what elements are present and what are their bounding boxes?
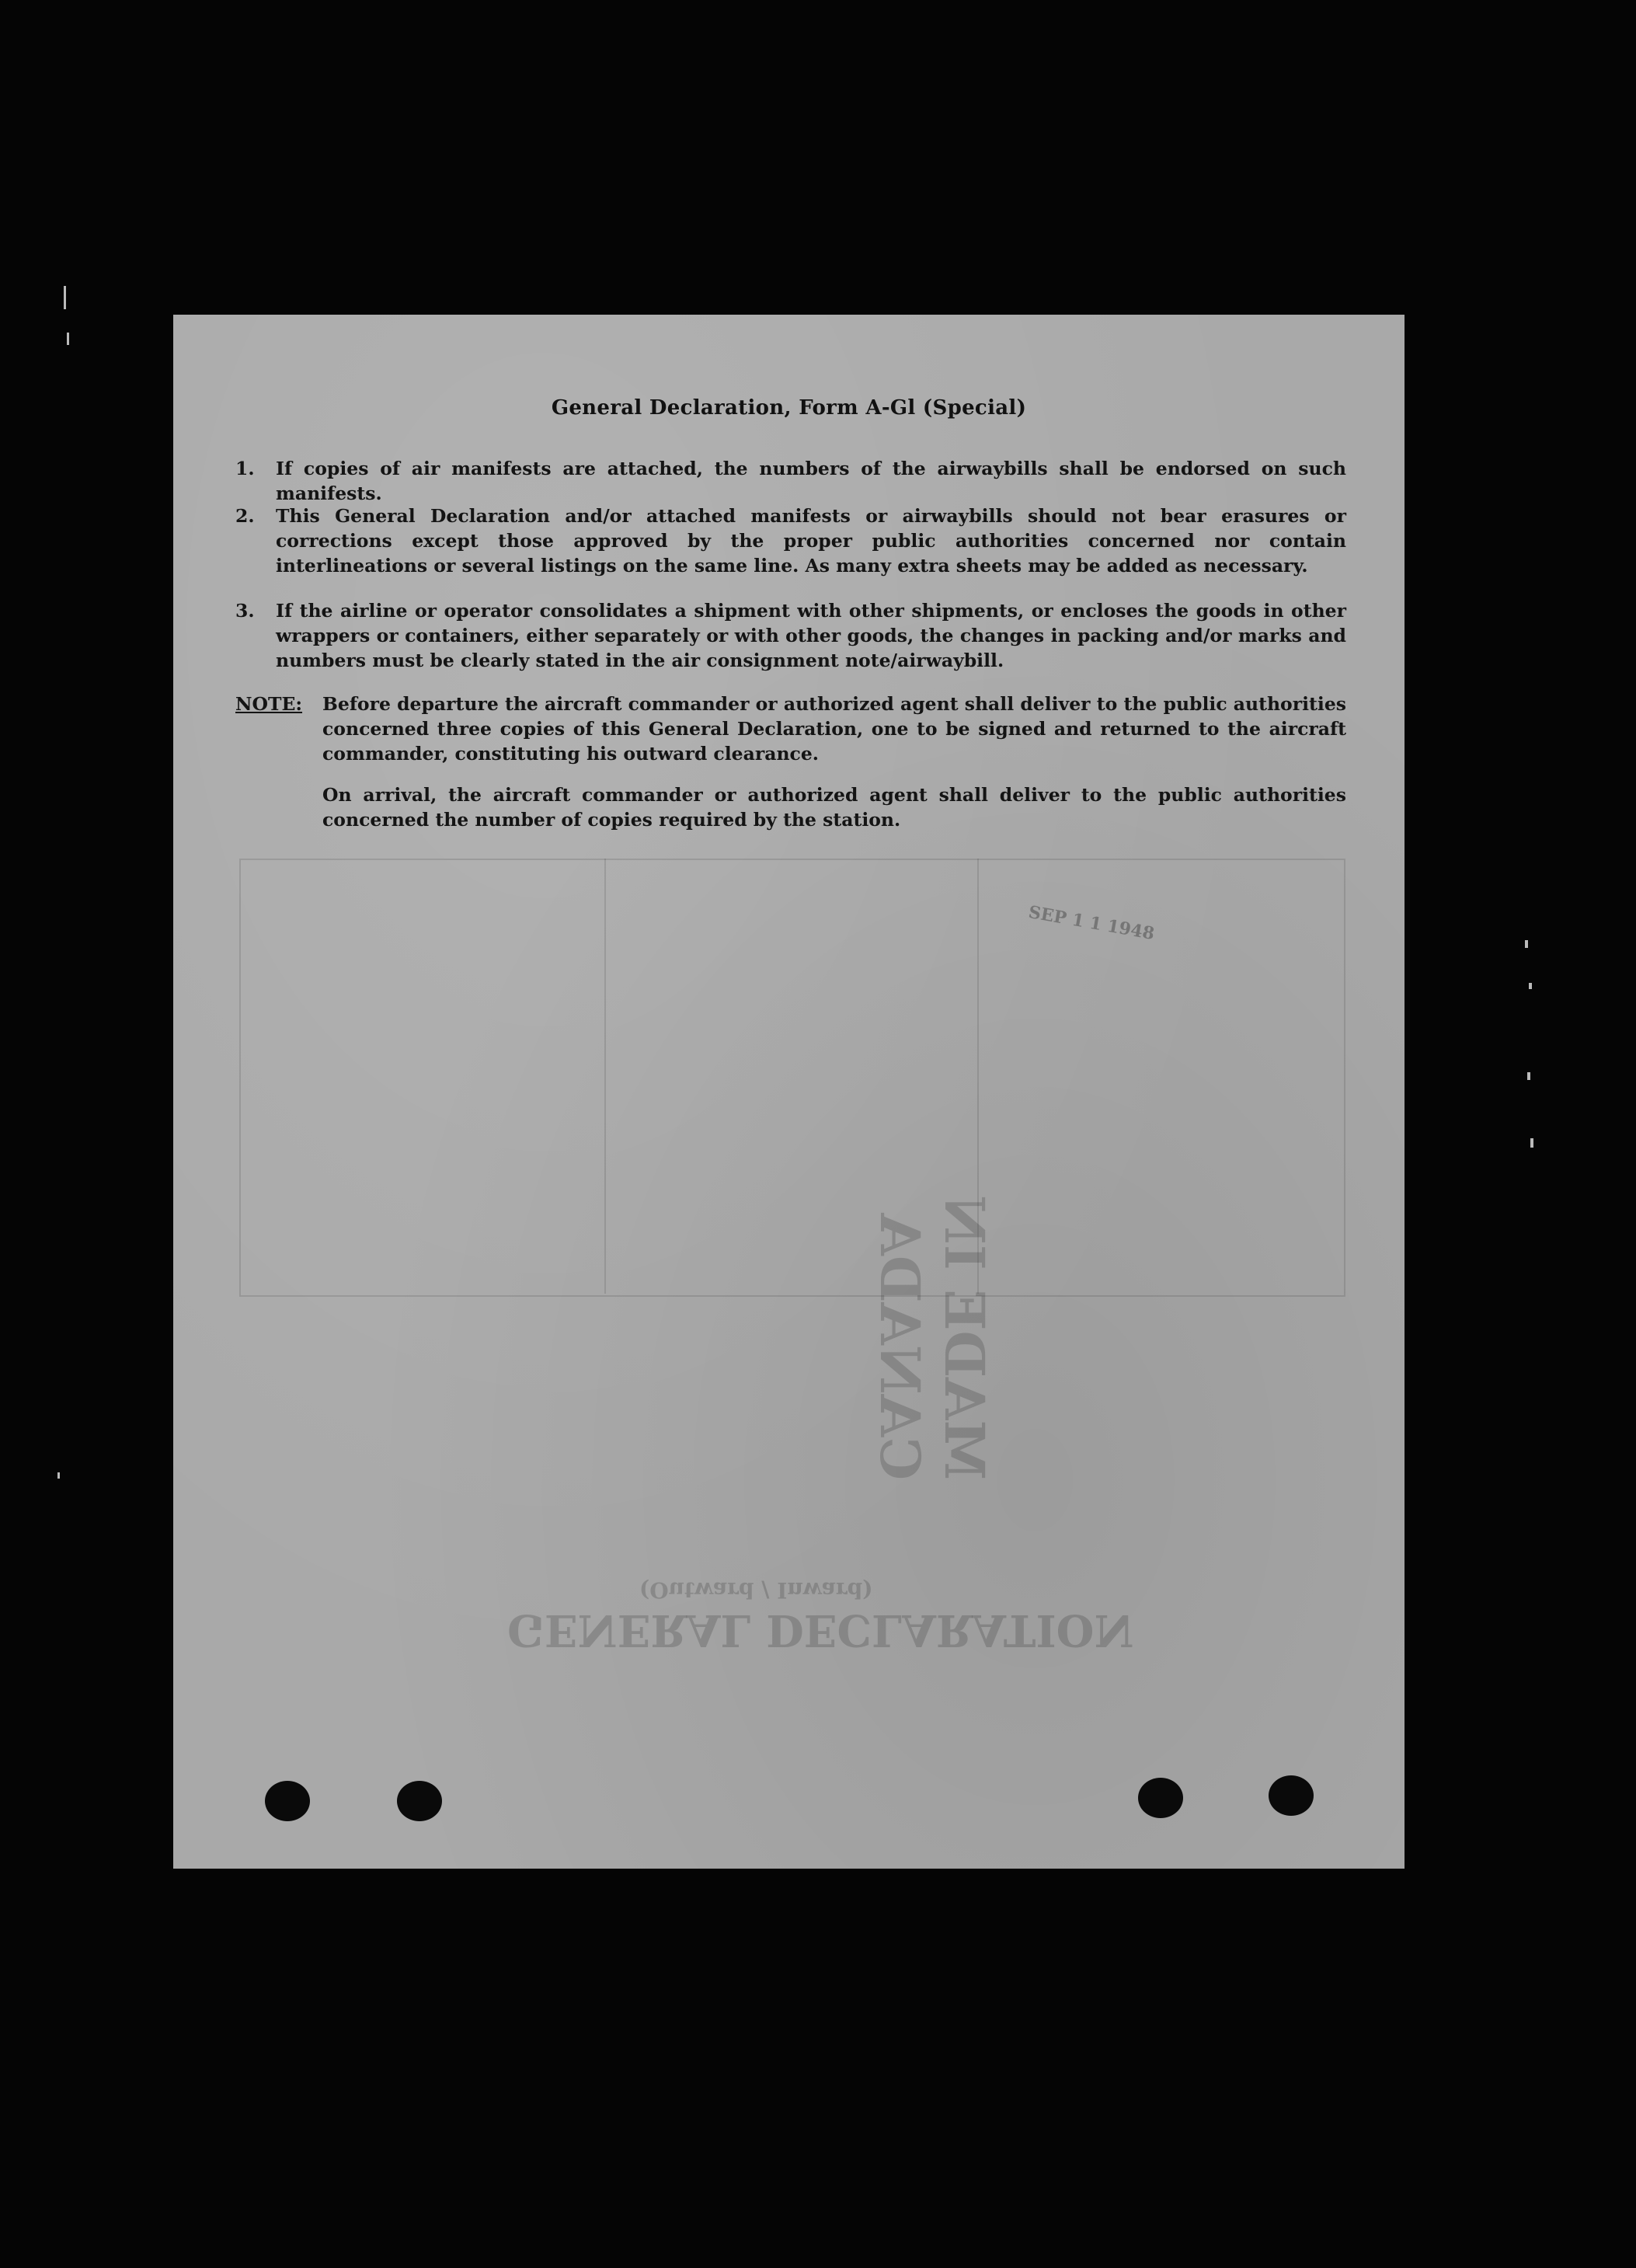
bleed-through-table [239, 859, 1345, 1297]
scan-mark [1529, 983, 1532, 989]
scan-mark [1530, 1138, 1533, 1148]
punch-hole [397, 1781, 442, 1821]
bleed-through-stamp: MADE IN CANADA [868, 1195, 997, 1480]
punch-hole [1269, 1775, 1314, 1816]
item-number: 3. [235, 600, 255, 622]
punch-hole [1138, 1778, 1183, 1818]
item-text: If copies of air manifests are attached, the numbers of the airwaybills shall be endorsed on such manifests. [276, 458, 1346, 504]
scan-mark [67, 333, 69, 345]
item-text: If the airline or operator consolidates a shipment with other shipments, or encloses the goods in other wrappers or containers, either separately or with other goods, the changes in packing and/or marks and numbers must be clearly stated in the air consignment note/airwaybill. [276, 600, 1346, 671]
item-text: This General Declaration and/or attached manifests or airwaybills should not bear erasures or corrections except those approved by the proper public authorities concerned nor contain interlineations or several listings on the same line. As many extra sheets may be added as necessary. [276, 505, 1346, 577]
item-number: 2. [235, 505, 255, 527]
page-title: General Declaration, Form A-Gl (Special) [551, 396, 1027, 420]
punch-hole [265, 1781, 310, 1821]
scan-mark [1525, 940, 1528, 948]
scan-mark [1527, 1072, 1530, 1080]
note-text: Before departure the aircraft commander or authorized agent shall deliver to the public authorities concerned three copies of this General Declaration, one to be signed and returned to the aircraft commander, constituting his outward clearance. [322, 693, 1347, 765]
scan-mark [64, 286, 66, 309]
bleed-through-divider [604, 859, 606, 1294]
faint-date-stamp: SEP 1 1 1948 [1026, 901, 1157, 945]
instruction-item-1 [235, 456, 1346, 506]
instruction-item-3 [235, 598, 1346, 673]
document-page [173, 315, 1405, 1869]
instruction-item-2 [235, 503, 1346, 578]
bleed-through-heading: GENERAL DECLARATION [507, 1604, 1134, 1656]
arrival-note [322, 782, 1346, 832]
arrival-text: On arrival, the aircraft commander or authorized agent shall deliver to the public authorities concerned the number of copies required by the station. [322, 784, 1346, 831]
item-number: 1. [235, 458, 255, 479]
bleed-through-subheading: (Outward / Inward) [639, 1577, 873, 1603]
note-block [235, 692, 1346, 766]
scan-mark [57, 1472, 60, 1479]
note-label: NOTE: [235, 693, 303, 715]
